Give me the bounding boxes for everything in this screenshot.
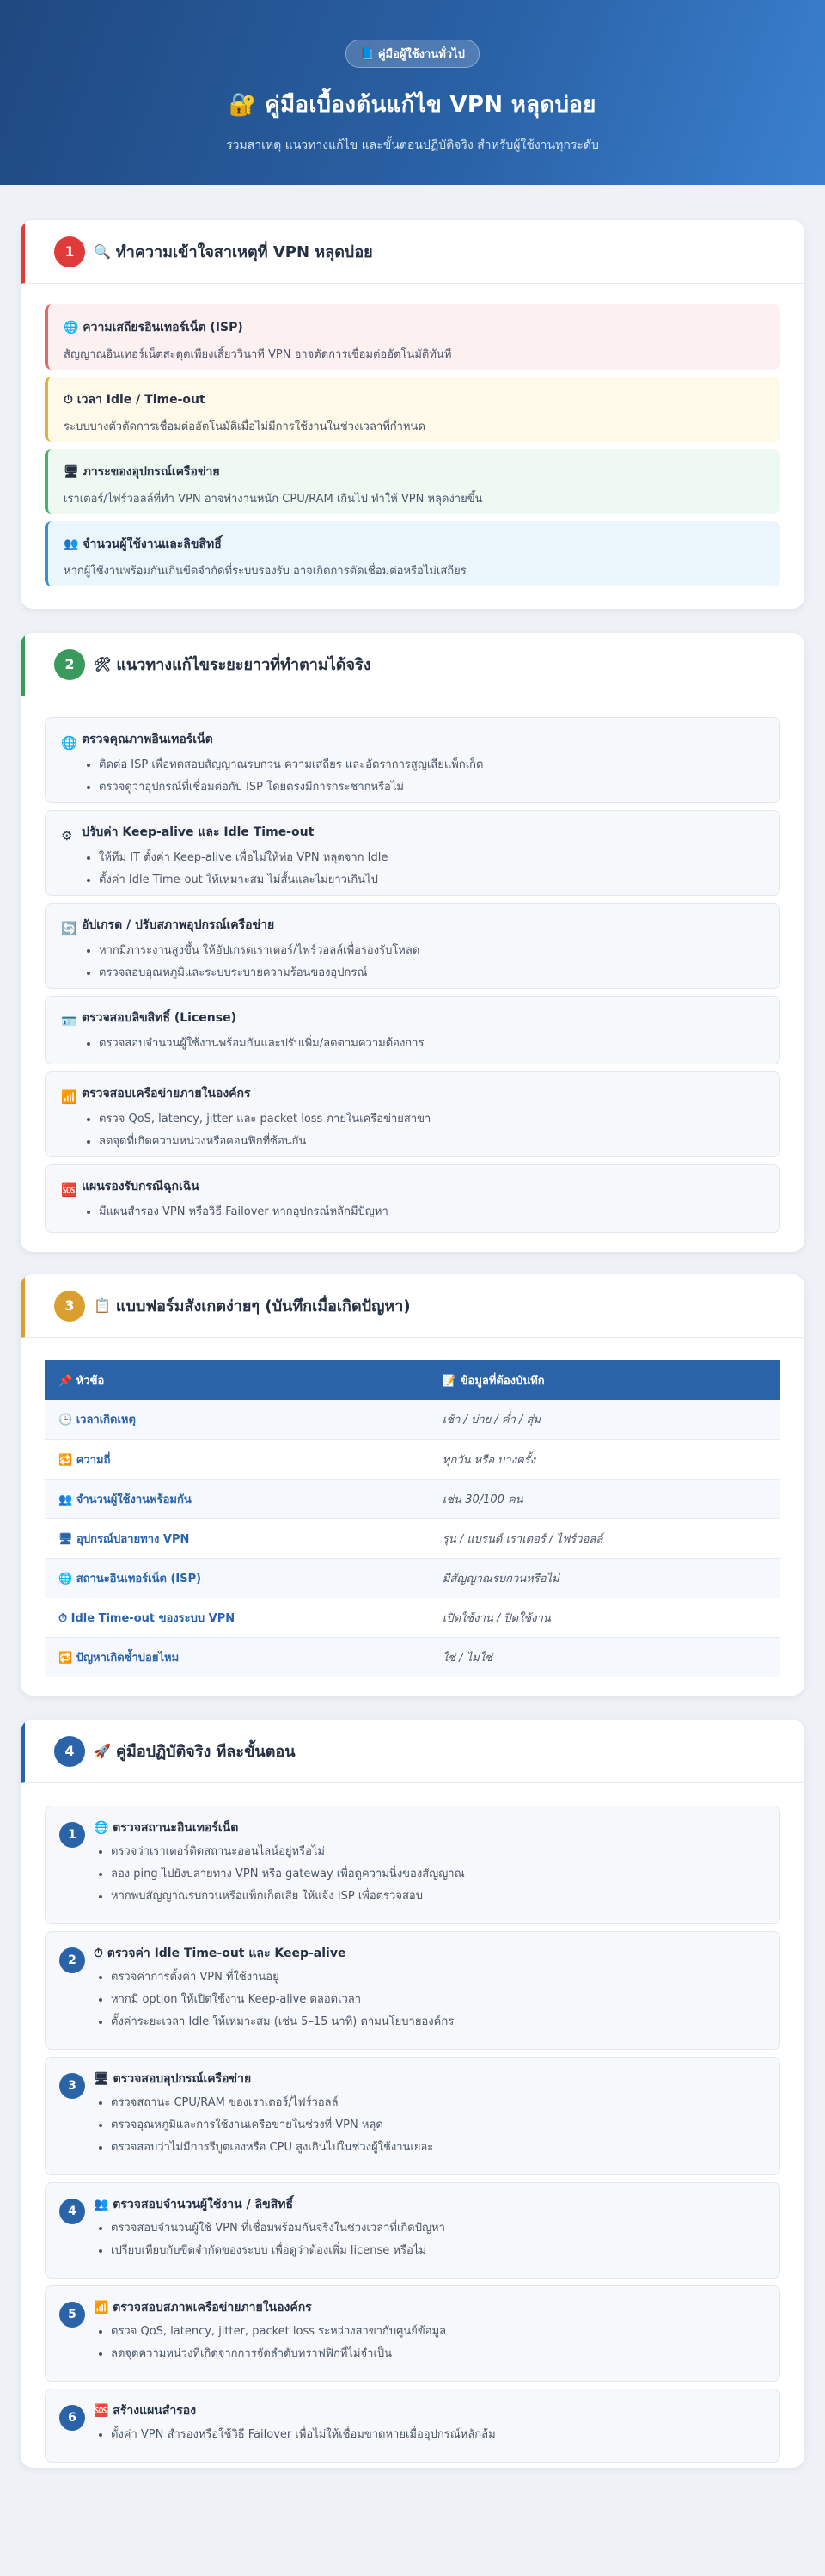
solution-bullet: • ตั้งค่า Idle Time-out ให้เหมาะสม ไม่สั้นและไม่ยาวเกินไป xyxy=(99,869,388,892)
step-bullet: • ลดจุดความหน่วงที่เกิดจากการจัดลำดับทราฟฟิกที่ไม่จำเป็น xyxy=(111,2343,446,2365)
step-item xyxy=(45,2057,780,2175)
solution-bullet: • หากมีภาระงานสูงขึ้น ให้อัปเกรดเราเตอร์/ไฟร์วอลล์เพื่อรองรับโหลด xyxy=(99,940,419,962)
solution-bullet: • ตรวจดูว่าอุปกรณ์ที่เชื่อมต่อกับ ISP โดยตรงมีการกระชากหรือไม่ xyxy=(99,776,483,799)
table-row xyxy=(45,1598,780,1637)
table-row xyxy=(45,1400,780,1439)
table-row xyxy=(45,1518,780,1558)
solution-item xyxy=(45,1071,780,1157)
section-observation-form xyxy=(21,1274,804,1696)
column-header-record: 📝 ข้อมูลที่ต้องบันทึก xyxy=(429,1360,780,1400)
solution-title: ปรับค่า Keep-alive และ Idle Time-out xyxy=(82,825,315,839)
row-topic: 🕒 เวลาเกิดเหตุ xyxy=(45,1400,429,1439)
section-header xyxy=(21,633,804,696)
cause-desc: เราเตอร์/ไฟร์วอลล์ที่ทำ VPN อาจทำงานหนัก CPU/RAM เกินไป ทำให้ VPN หลุดง่ายขึ้น xyxy=(64,493,483,506)
solution-item xyxy=(45,717,780,803)
globe-icon: 🌐 xyxy=(61,735,77,751)
section-number: 1 xyxy=(54,236,85,267)
step-bullet: • ตรวจสอบจำนวนผู้ใช้ VPN ที่เชื่อมพร้อมกันจริงในช่วงเวลาที่เกิดปัญหา xyxy=(111,2217,445,2240)
section-solutions xyxy=(21,633,804,1252)
section-number: 3 xyxy=(54,1291,85,1322)
section-number: 2 xyxy=(54,649,85,680)
sos-icon: 🆘 xyxy=(61,1182,77,1198)
row-topic: 🔁 ปัญหาเกิดซ้ำบ่อยไหม xyxy=(45,1637,429,1677)
step-number: 2 xyxy=(59,1947,85,1973)
solution-bullet: • ให้ทีม IT ตั้งค่า Keep-alive เพื่อไม่ให้ท่อ VPN หลุดจาก Idle xyxy=(99,847,388,869)
solution-title: ตรวจสอบเครือข่ายภายในองค์กร xyxy=(82,1087,251,1101)
section-number: 4 xyxy=(54,1736,85,1767)
step-bullet: • ตรวจสถานะ CPU/RAM ของเราเตอร์/ไฟร์วอลล์ xyxy=(111,2092,433,2114)
solution-item xyxy=(45,1164,780,1233)
cause-users-license xyxy=(45,521,780,586)
section-title: แบบฟอร์มสังเกตง่ายๆ (บันทึกเมื่อเกิดปัญหา) xyxy=(115,1297,411,1316)
cause-title: 🌐 ความเสถียรอินเทอร์เน็ต (ISP) xyxy=(64,321,243,334)
table-row xyxy=(45,1439,780,1479)
step-title: 👥 ตรวจสอบจำนวนผู้ใช้งาน / ลิขสิทธิ์ xyxy=(94,2198,294,2211)
magnifier-icon: 🔍 xyxy=(94,243,111,260)
section-title: คู่มือปฏิบัติจริง ทีละขั้นตอน xyxy=(115,1743,296,1761)
solution-bullet: • ติดต่อ ISP เพื่อทดสอบสัญญาณรบกวน ความเสถียร และอัตราการสูญเสียแพ็กเก็ต xyxy=(99,754,483,776)
row-topic: 👥 จำนวนผู้ใช้งานพร้อมกัน xyxy=(45,1479,429,1518)
step-bullet: • ลอง ping ไปยังปลายทาง VPN หรือ gateway เพื่อดูความนิ่งของสัญญาณ xyxy=(111,1863,465,1886)
step-item xyxy=(45,1931,780,2050)
step-bullet: • ตรวจว่าเราเตอร์ติดสถานะออนไลน์อยู่หรือไม่ xyxy=(111,1841,465,1863)
cause-desc: สัญญาณอินเทอร์เน็ตสะดุดเพียงเสี้ยววินาที VPN อาจตัดการเชื่อมต่ออัตโนมัติทันที xyxy=(64,348,452,361)
section-causes xyxy=(21,220,804,609)
table-row xyxy=(45,1558,780,1598)
cause-desc: หากผู้ใช้งานพร้อมกันเกินขีดจำกัดที่ระบบรองรับ อาจเกิดการตัดเชื่อมต่อหรือไม่เสถียร xyxy=(64,565,467,578)
column-header-topic: 📌 หัวข้อ xyxy=(45,1360,429,1400)
step-number: 3 xyxy=(59,2073,85,2099)
table-header-row xyxy=(45,1360,780,1400)
step-number: 5 xyxy=(59,2302,85,2328)
cause-idle xyxy=(45,377,780,442)
refresh-icon: 🔄 xyxy=(61,921,77,936)
step-bullet: • ตั้งค่า VPN สำรองหรือใช้วิธี Failover เพื่อไม่ให้เชื่อมขาดหายเมื่ออุปกรณ์หลักล้ม xyxy=(111,2424,496,2446)
rocket-icon: 🚀 xyxy=(94,1743,111,1759)
solution-item xyxy=(45,903,780,989)
signal-icon: 📶 xyxy=(61,1089,77,1105)
step-bullet: • เปรียบเทียบกับขีดจำกัดของระบบ เพื่อดูว่าต้องเพิ่ม license หรือไม่ xyxy=(111,2240,445,2262)
row-topic: 🌐 สถานะอินเทอร์เน็ต (ISP) xyxy=(45,1558,429,1598)
section-title: ทำความเข้าใจสาเหตุที่ VPN หลุดบ่อย xyxy=(115,243,373,261)
solution-title: ตรวจสอบลิขสิทธิ์ (License) xyxy=(82,1011,236,1025)
cause-device-load xyxy=(45,449,780,514)
cause-title: ⏱ เวลา Idle / Time-out xyxy=(64,393,205,407)
id-card-icon: 🪪 xyxy=(61,1014,77,1029)
row-value: เช้า / บ่าย / ค่ำ / สุ่ม xyxy=(429,1400,780,1439)
row-topic: 🖥 อุปกรณ์ปลายทาง VPN xyxy=(45,1518,429,1558)
row-value: ใช่ / ไม่ใช่ xyxy=(429,1637,780,1677)
cause-desc: ระบบบางตัวตัดการเชื่อมต่ออัตโนมัติเมื่อไม่มีการใช้งานในช่วงเวลาที่กำหนด xyxy=(64,420,425,433)
solution-bullet: • ตรวจสอบจำนวนผู้ใช้งานพร้อมกันและปรับเพิ่ม/ลดตามความต้องการ xyxy=(99,1033,424,1055)
row-value: รุ่น / แบรนด์ เราเตอร์ / ไฟร์วอลล์ xyxy=(429,1518,780,1558)
step-bullet: • ตรวจสอบว่าไม่มีการรีบูตเองหรือ CPU สูงเกินไปในช่วงผู้ใช้งานเยอะ xyxy=(111,2137,433,2159)
step-title: 🌐 ตรวจสถานะอินเทอร์เน็ต xyxy=(94,1821,239,1835)
step-item xyxy=(45,2182,780,2279)
step-title: ⏱ ตรวจค่า Idle Time-out และ Keep-alive xyxy=(94,1947,346,1960)
section-title: แนวทางแก้ไขระยะยาวที่ทำตามได้จริง xyxy=(116,656,371,674)
solution-title: ตรวจคุณภาพอินเทอร์เน็ต xyxy=(82,733,213,746)
section-header xyxy=(21,1720,804,1783)
step-title: 📶 ตรวจสอบสภาพเครือข่ายภายในองค์กร xyxy=(94,2301,312,2315)
step-item xyxy=(45,1806,780,1924)
step-number: 4 xyxy=(59,2199,85,2224)
step-number: 6 xyxy=(59,2405,85,2431)
solution-bullet: • มีแผนสำรอง VPN หรือวิธี Failover หากอุปกรณ์หลักมีปัญหา xyxy=(99,1201,388,1224)
solution-item xyxy=(45,810,780,896)
section-header xyxy=(21,220,804,284)
row-value: ทุกวัน หรือ บางครั้ง xyxy=(429,1439,780,1479)
section-header xyxy=(21,1274,804,1338)
step-bullet: • ตรวจ QoS, latency, jitter, packet loss ระหว่างสาขากับศูนย์ข้อมูล xyxy=(111,2321,446,2343)
row-value: มีสัญญาณรบกวนหรือไม่ xyxy=(429,1558,780,1598)
step-number: 1 xyxy=(59,1822,85,1848)
row-topic: 🔁 ความถี่ xyxy=(45,1439,429,1479)
table-row xyxy=(45,1637,780,1677)
cause-title: 🖥 ภาระของอุปกรณ์เครือข่าย xyxy=(64,465,220,479)
cause-title: 👥 จำนวนผู้ใช้งานและลิขสิทธิ์ xyxy=(64,537,222,551)
table-row xyxy=(45,1479,780,1518)
row-topic: ⏱ Idle Time-out ของระบบ VPN xyxy=(45,1598,429,1637)
solution-bullet: • ลดจุดที่เกิดความหน่วงหรือคอนฟิกที่ซ้อนกัน xyxy=(99,1131,431,1153)
step-bullet: • หากมี option ให้เปิดใช้งาน Keep-alive ตลอดเวลา xyxy=(111,1989,454,2011)
step-item xyxy=(45,2389,780,2463)
page-title: 🔐 คู่มือเบื้องต้นแก้ไข VPN หลุดบ่อย xyxy=(229,92,596,118)
guide-badge: 📘 คู่มือผู้ใช้งานทั่วไป xyxy=(345,40,480,68)
section-step-by-step xyxy=(21,1720,804,2468)
clipboard-icon: 📋 xyxy=(94,1297,111,1314)
step-title: 🆘 สร้างแผนสำรอง xyxy=(94,2404,197,2418)
step-bullet: • หากพบสัญญาณรบกวนหรือแพ็กเก็ตเสีย ให้แจ้ง ISP เพื่อตรวจสอบ xyxy=(111,1886,465,1908)
step-bullet: • ตรวจค่าการตั้งค่า VPN ที่ใช้งานอยู่ xyxy=(111,1966,454,1989)
solution-item xyxy=(45,996,780,1064)
gear-icon: ⚙ xyxy=(61,828,73,843)
step-bullet: • ตั้งค่าระยะเวลา Idle ให้เหมาะสม (เช่น 5–15 นาที) ตามนโยบายองค์กร xyxy=(111,2011,454,2033)
solution-bullet: • ตรวจ QoS, latency, jitter และ packet loss ภายในเครือข่ายสาขา xyxy=(99,1108,431,1131)
step-bullet: • ตรวจอุณหภูมิและการใช้งานเครือข่ายในช่วงที่ VPN หลุด xyxy=(111,2114,433,2137)
step-item xyxy=(45,2285,780,2382)
solution-title: อัปเกรด / ปรับสภาพอุปกรณ์เครือข่าย xyxy=(82,918,275,932)
page-subtitle: รวมสาเหตุ แนวทางแก้ไข และขั้นตอนปฏิบัติจริง สำหรับผู้ใช้งานทุกระดับ xyxy=(226,138,599,152)
solution-bullet: • ตรวจสอบอุณหภูมิและระบบระบายความร้อนของอุปกรณ์ xyxy=(99,962,419,984)
step-title: 🖥 ตรวจสอบอุปกรณ์เครือข่าย xyxy=(94,2072,252,2086)
hero-header xyxy=(0,0,825,185)
solution-title: แผนรองรับกรณีฉุกเฉิน xyxy=(82,1180,199,1193)
observation-table xyxy=(45,1360,780,1677)
cause-isp xyxy=(45,304,780,370)
row-value: เปิดใช้งาน / ปิดใช้งาน xyxy=(429,1598,780,1637)
tools-icon: 🛠 xyxy=(94,656,112,672)
row-value: เช่น 30/100 คน xyxy=(429,1479,780,1518)
